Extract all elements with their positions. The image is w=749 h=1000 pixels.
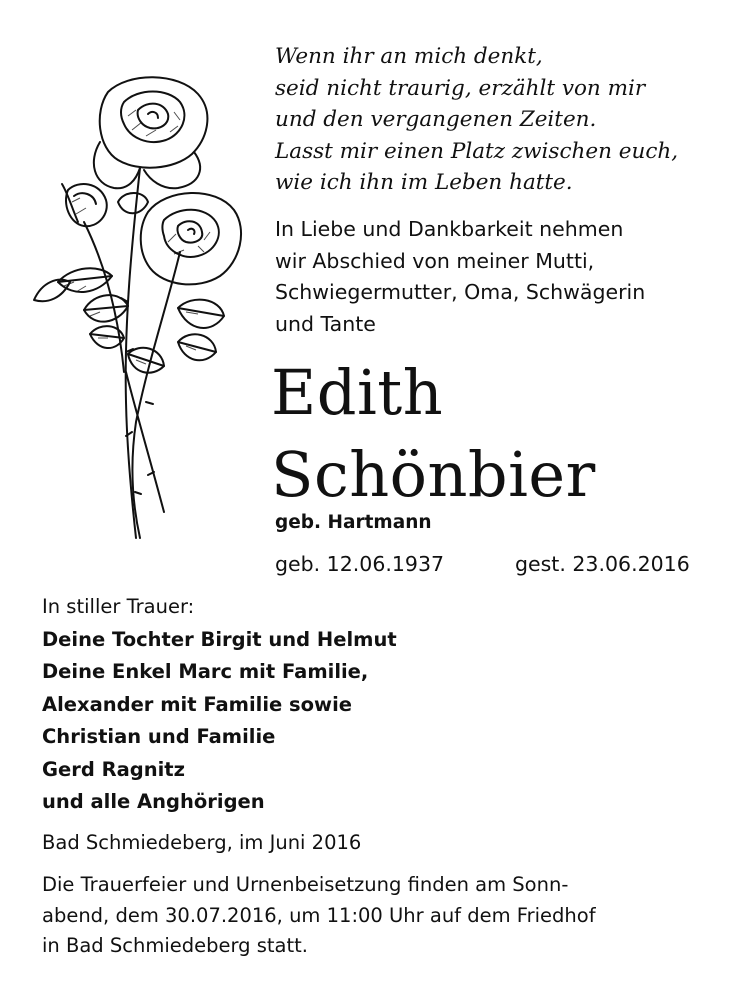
ceremony-info: [42, 870, 596, 962]
last-name: Schönbier: [271, 438, 596, 511]
rose-icon: [28, 72, 250, 544]
mourner-name: und alle Anghörigen: [42, 790, 265, 813]
birth-date: geb. 12.06.1937: [275, 552, 445, 576]
mourner-name: Deine Tochter Birgit und Helmut: [42, 627, 397, 651]
poem-line: wie ich ihn im Leben hatte.: [275, 170, 573, 195]
farewell-intro: [275, 214, 735, 340]
mourner-name: Deine Enkel Marc mit Familie,: [42, 660, 369, 683]
first-name: Edith: [271, 356, 444, 429]
deceased-name: [271, 352, 596, 516]
poem-line: und den vergangenen Zeiten.: [275, 107, 597, 132]
death-date: gest. 23.06.2016: [515, 552, 690, 576]
place-and-date: Bad Schmiedeberg, im Juni 2016: [42, 831, 362, 854]
intro-line: wir Abschied von meiner Mutti,: [275, 248, 595, 273]
maiden-name: geb. Hartmann: [275, 512, 432, 533]
ceremony-line: abend, dem 30.07.2016, um 11:00 Uhr auf dem Friedhof: [42, 903, 596, 927]
intro-line: und Tante: [275, 311, 376, 336]
ceremony-line: Die Trauerfeier und Urnenbeisetzung finden am Sonn-: [42, 873, 569, 896]
intro-line: In Liebe und Dankbarkeit nehmen: [275, 217, 624, 241]
mourner-name: Alexander mit Familie sowie: [42, 692, 352, 716]
mourner-name: Christian und Familie: [42, 725, 276, 748]
mourner-name: Gerd Ragnitz: [42, 757, 185, 781]
poem-line: seid nicht traurig, erzählt von mir: [275, 75, 646, 101]
mourners-list: [42, 591, 397, 819]
mourners-heading: In stiller Trauer:: [42, 595, 195, 618]
poem-line: Lasst mir einen Platz zwischen euch,: [275, 138, 679, 164]
intro-line: Schwiegermutter, Oma, Schwägerin: [275, 280, 646, 304]
poem-verse: [275, 41, 735, 199]
poem-line: Wenn ihr an mich denkt,: [275, 44, 543, 69]
ceremony-line: in Bad Schmiedeberg statt.: [42, 934, 308, 957]
